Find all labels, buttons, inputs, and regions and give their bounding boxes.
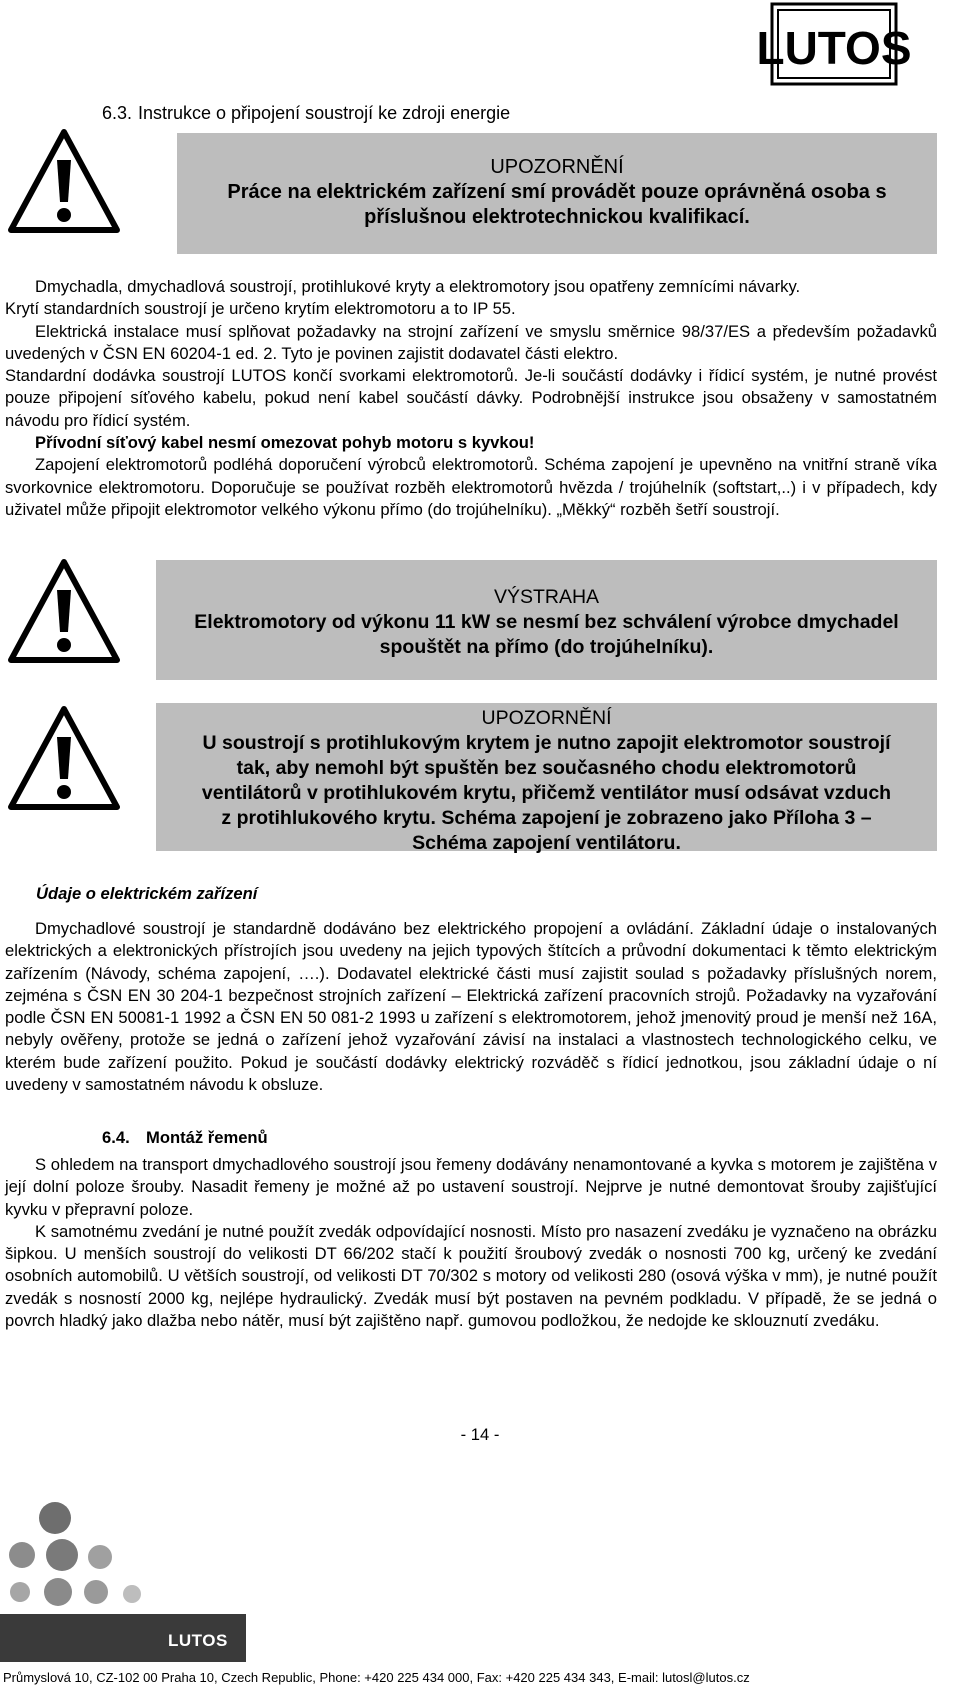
- warning-box: [177, 133, 937, 254]
- footer-address: Průmyslová 10, CZ-102 00 Praha 10, Czech Republic, Phone: +420 225 434 000, Fax: +420 225 434 343, E-mail: lutosl@lutos.cz: [3, 1670, 750, 1685]
- bold-notice: Přívodní síťový kabel nesmí omezovat pohyb motoru s kyvkou!: [35, 433, 535, 453]
- paragraph: Zapojení elektromotorů podléhá doporučení výrobců elektromotorů. Schéma zapojení je upevněno na vnitřní straně víka svorkovnice elektromotoru. Doporučuje se používat rozběh elektromotorů hvězda / trojúhelník (softstart,..) i v případech, kdy uživatel může připojit elektromotor velkého výkonu přímo (do trojúhelníku). „Měkký“ rozběh šetří soustrojí.: [5, 455, 937, 519]
- electric-info-text: [5, 918, 937, 1096]
- paragraph: Dmychadlové soustrojí je standardně dodáváno bez elektrického propojení a ovládání. Základní údaje o instalovaných elektrických a elektronických přístrojích jsou uvedeny na jejich typových štítcích a průvodní dokumentaci k těmto elektrickým zařízením (Návody, schéma zapojení, ….). Dodavatel elektrické části musí zajistit soulad s požadavky příslušných norem, zejména s ČSN EN 30 204-1 bezpečnost strojních zařízení – Elektrická zařízení pracovních strojů. Požadavky na vyzařování podle ČSN EN 50081-1 1992 a ČSN EN 50 081-2 1993 u zařízení s elektromotorem, jehož jmenovitý proud je menší než 16A, nebyly ověřeny, protože se jedná o zařízení jehož vyzařování závisí na instalaci a vlastnostech technologického celku, ve kterém bude zařízení použito. Pokud je součástí dodávky elektrický rozváděč s řídicí jednotkou, jsou základní údaje o ní uvedeny v samostatném návodu k obsluze.: [5, 919, 937, 1095]
- warning-title: UPOZORNĚNÍ: [490, 156, 624, 178]
- logo-text: LUTOS: [756, 22, 912, 74]
- warning-line: U soustrojí s protihlukovým krytem je nutno zapojit elektromotor soustrojí: [202, 732, 891, 754]
- belt-mounting-text: [5, 1154, 937, 1332]
- danger-title: VÝSTRAHA: [493, 586, 600, 608]
- paragraph: K samotnému zvedání je nutné použít zvedák odpovídající nosnosti. Místo pro nasazení zvedáku je vyznačeno na obrázku šipkou. U menších soustrojí do velikosti DT 66/202 stačí k použití šroubový zvedák o nosnosti 700 kg, určený ke zvedání osobních automobilů. U větších soustrojí, od velikosti DT 70/302 s motory od velikosti 280 (osová výška v mm), je nutné použít zvedák s nosností 2000 kg, nejlépe hydraulický. Zvedák musí být postaven na pevném podkladu. V případě, že se jedná o povrch hladký jako dlažba nebo nátěr, musí být zajištěno např. gumovou podložkou, že nedojde ke sklouznutí zvedáku.: [5, 1221, 937, 1331]
- section-number: 6.3.: [102, 103, 133, 123]
- warning-triangle-icon: [7, 703, 122, 815]
- paragraph: Standardní dodávka soustrojí LUTOS končí svorkami elektromotorů. Je-li součástí dodávky i řídicí systém, je nutné provést pouze připojení síťového kabelu, pokud není kabel součástí dávky. Podrobnější instrukce jsou obsaženy v samostatném návodu pro řídicí systém.: [5, 366, 937, 430]
- section-title: Instrukce o připojení soustrojí ke zdroji energie: [138, 103, 511, 123]
- warning-line: tak, aby nemohl být spuštěn bez současného chodu elektromotorů: [236, 757, 857, 779]
- lutos-logo: [756, 2, 912, 86]
- danger-box: [156, 560, 937, 680]
- warning-line: z protihlukového krytu. Schéma zapojení je zobrazeno jako Příloha 3 –: [221, 807, 872, 829]
- warning-line: ventilátorů v protihlukovém krytu, přičemž ventilátor musí odsávat vzduch: [201, 782, 892, 804]
- warning-box: [156, 703, 937, 854]
- warning-line: příslušnou elektrotechnickou kvalifikací.: [364, 206, 750, 228]
- paragraph: Dmychadla, dmychadlová soustrojí, protihlukové kryty a elektromotory jsou opatřeny zemnícími návarky.: [35, 277, 801, 296]
- paragraph: Krytí standardních soustrojí je určeno krytím elektromotoru a to IP 55.: [5, 299, 516, 319]
- section-heading-6-4: [102, 1128, 268, 1148]
- danger-line: Elektromotory od výkonu 11 kW se nesmí bez schválení výrobce dmychadel: [194, 611, 899, 633]
- page-number: - 14 -: [460, 1425, 500, 1444]
- paragraph: Elektrická instalace musí splňovat požadavky na strojní zařízení ve smyslu směrnice 98/37/ES a především požadavků uvedených v ČSN EN 60204-1 ed. 2. Tyto je povinen zajistit dodavatel části elektro.: [5, 321, 937, 363]
- danger-line: spouštět na přímo (do trojúhelníku).: [379, 636, 714, 658]
- section-number: 6.4.: [102, 1128, 130, 1147]
- section-heading-6-3: [102, 103, 510, 124]
- paragraph: S ohledem na transport dmychadlového soustrojí jsou řemeny dodávány nenamontované a kyvka s motorem je zajištěna v její dolní poloze šrouby. Nasadit řemeny je možné až po ustavení soustrojí. Nejprve je nutné demontovat šrouby zajišťující kyvku v přepravní poloze.: [5, 1155, 937, 1219]
- electric-info-heading: Údaje o elektrickém zařízení: [36, 884, 258, 903]
- warning-triangle-icon: [7, 556, 122, 668]
- footer-brand: LUTOS: [168, 1631, 228, 1650]
- warning-title: UPOZORNĚNÍ: [481, 707, 612, 729]
- warning-line: Schéma zapojení ventilátoru.: [412, 832, 681, 854]
- warning-triangle-icon: [7, 126, 122, 238]
- footer-brand-bar: [0, 1614, 246, 1662]
- section-title: Montáž řemenů: [146, 1128, 268, 1147]
- electric-connection-text: [5, 276, 937, 521]
- warning-line: Práce na elektrickém zařízení smí provádět pouze oprávněná osoba s: [227, 181, 887, 203]
